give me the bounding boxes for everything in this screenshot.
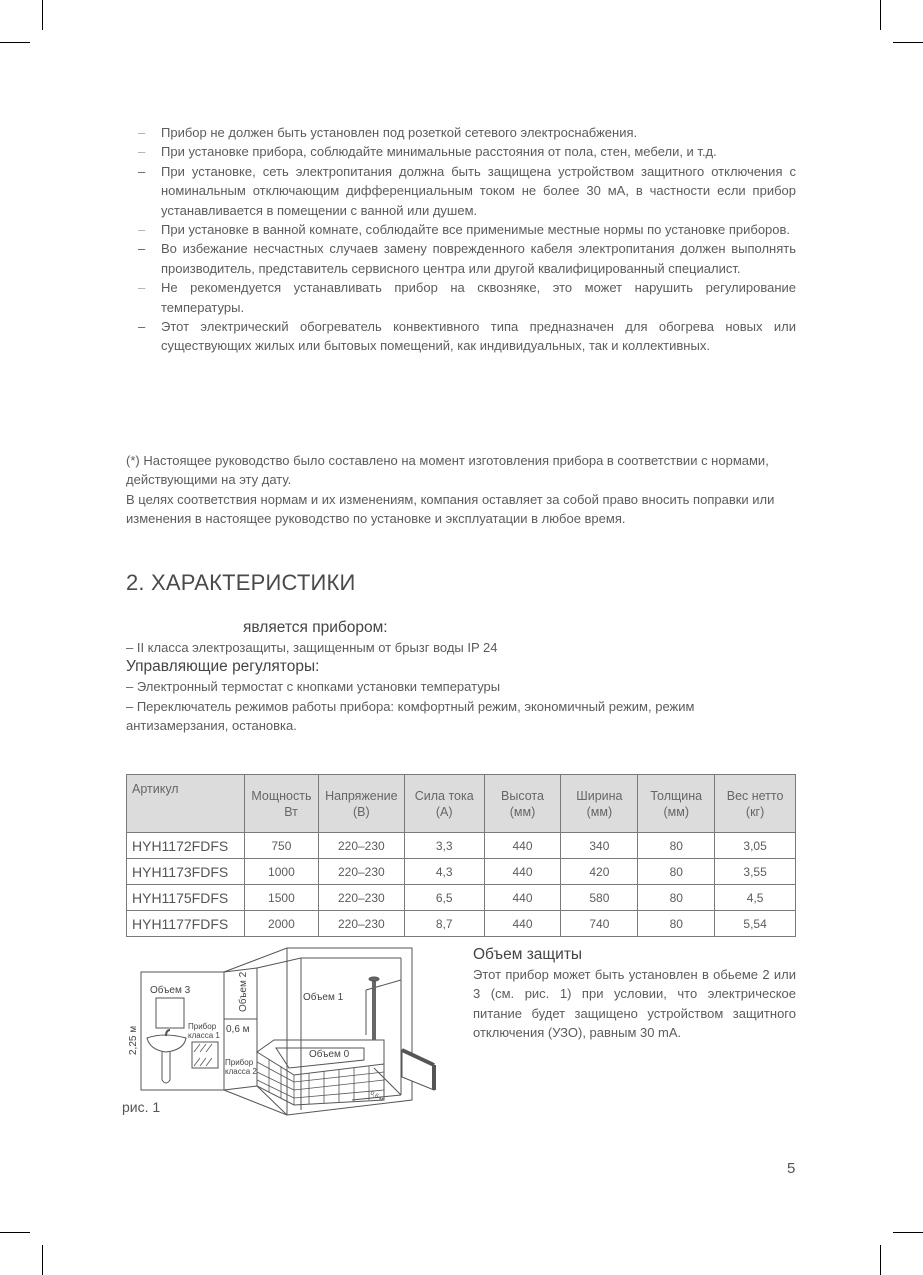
column-header: Сила тока (А) xyxy=(404,775,484,833)
table-cell: 440 xyxy=(484,859,561,885)
warning-text: Не рекомендуется устанавливать прибор на сквозняке, это может нарушить регулирование температуры. xyxy=(161,280,796,315)
label-device-class-1: класса 1 xyxy=(188,1031,220,1040)
warning-item xyxy=(126,142,796,161)
label-device-class-1: Прибор xyxy=(188,1022,217,1031)
column-header: Мощность Вт xyxy=(244,775,318,833)
table-cell: 440 xyxy=(484,833,561,859)
table-cell: 2000 xyxy=(244,911,318,937)
label-height: 2,25 м xyxy=(128,1025,139,1055)
figure-caption: рис. 1 xyxy=(122,1099,161,1115)
warning-item xyxy=(126,278,796,317)
device-heading: является прибором: xyxy=(243,619,388,636)
safety-warnings-list xyxy=(126,123,796,356)
bullet-dash: – xyxy=(138,125,146,140)
table-cell: 5,54 xyxy=(715,911,796,937)
floor-line xyxy=(374,1068,401,1095)
table-cell: 1500 xyxy=(244,885,318,911)
protection-volume-section xyxy=(473,945,796,1043)
article-cell: HYH1173FDFS xyxy=(127,859,245,885)
warning-text: При установке прибора, соблюдайте минимальные расстояния от пола, стен, мебели, и т.д. xyxy=(161,144,717,160)
crop-mark xyxy=(893,1232,923,1233)
table-cell: 220–230 xyxy=(318,859,404,885)
column-header: Артикул xyxy=(127,775,245,833)
table-cell: 580 xyxy=(561,885,638,911)
ceiling-line xyxy=(257,958,401,968)
label-device-class-2: Прибор xyxy=(225,1058,254,1067)
controls-line: – Электронный термостат с кнопками установки температуры xyxy=(126,679,501,695)
table-cell: 80 xyxy=(638,885,715,911)
table-cell: 4,5 xyxy=(715,885,796,911)
controls-line: – Переключатель режимов работы прибора: комфортный режим, экономичный режим, режим антизамерзания, остановка. xyxy=(126,698,695,734)
floor-line xyxy=(257,1086,287,1115)
crop-mark xyxy=(893,42,923,43)
label-distance: 0,6 м xyxy=(369,1090,385,1103)
warning-text: Этот электрический обогреватель конвективного типа предназначен для обогрева новых или существующих жилых или бытовых помещений, как индивидуальных, так и коллективных. xyxy=(161,319,796,354)
article-cell: HYH1172FDFS xyxy=(127,833,245,859)
bullet-dash: – xyxy=(138,280,146,296)
table-cell: 1000 xyxy=(244,859,318,885)
warning-text: Во избежание несчастных случаев замену поврежденного кабеля электропитания должен выполнять производитель, представитель сервисного центра или другой квалифицированный специалист. xyxy=(161,241,796,276)
table-cell: 440 xyxy=(484,911,561,937)
protection-title: Объем защиты xyxy=(473,946,583,963)
bullet-dash: – xyxy=(138,222,146,238)
device-class-line: – II класса электрозащиты, защищенным от брызг воды IP 24 xyxy=(126,640,498,655)
warning-item xyxy=(126,162,796,220)
note-paragraph: (*) Настоящее руководство было составлено на момент изготовления прибора в соответствии с нормами, действующими на эту дату. xyxy=(126,453,769,488)
table-cell: 3,3 xyxy=(404,833,484,859)
label-volume-2: Объем 2 xyxy=(238,971,249,1012)
mirror xyxy=(156,998,184,1028)
table-cell: 440 xyxy=(484,885,561,911)
table-cell: 8,7 xyxy=(404,911,484,937)
bullet-dash: – xyxy=(138,144,146,160)
hatching xyxy=(194,1044,212,1066)
label-device-class-2: класса 2 xyxy=(225,1067,257,1076)
controls-heading: Управляющие регуляторы: xyxy=(126,658,320,676)
warning-text: Прибор не должен быть установлен под розеткой сетевого электроснабжения. xyxy=(161,125,638,140)
table-header-row xyxy=(127,775,796,833)
column-header: Толщина (мм) xyxy=(638,775,715,833)
table-cell: 6,5 xyxy=(404,885,484,911)
table-row xyxy=(127,885,796,911)
bullet-dash: – xyxy=(138,163,146,179)
sink-pedestal xyxy=(162,1052,170,1083)
table-cell: 3,05 xyxy=(715,833,796,859)
warning-item xyxy=(126,239,796,278)
section-title: 2. ХАРАКТЕРИСТИКИ xyxy=(126,570,356,595)
bullet-dash: – xyxy=(138,241,146,257)
table-cell: 4,3 xyxy=(404,859,484,885)
table-cell: 220–230 xyxy=(318,885,404,911)
shower-head xyxy=(369,977,379,981)
table-row xyxy=(127,859,796,885)
table-cell: 750 xyxy=(244,833,318,859)
warning-text: При установке, сеть электропитания должна быть защищена устройством защитного отключения с номинальным отключающим дифференциальным током не более 30 мА, в частности если прибор устанавливается в помещении с ванной или душем. xyxy=(161,163,796,218)
table-cell: 220–230 xyxy=(318,911,404,937)
warning-text: При установке в ванной комнате, соблюдайте все применимые местные нормы по установке приборов. xyxy=(161,222,791,238)
label-distance: 0,6 м xyxy=(226,1024,250,1035)
column-header: Напряжение (В) xyxy=(318,775,404,833)
table-cell: 340 xyxy=(561,833,638,859)
column-header: Ширина (мм) xyxy=(561,775,638,833)
volume-1-top xyxy=(366,980,401,990)
label-volume-3: Объем 3 xyxy=(150,985,191,996)
table-cell: 220–230 xyxy=(318,833,404,859)
crop-mark xyxy=(0,1232,30,1233)
table-cell: 420 xyxy=(561,859,638,885)
crop-mark xyxy=(42,0,43,30)
warning-item xyxy=(126,220,796,239)
bathroom-diagram xyxy=(114,940,454,1125)
article-cell: HYH1177FDFS xyxy=(127,911,245,937)
manual-note xyxy=(126,451,796,529)
crop-mark xyxy=(880,0,881,30)
table-cell: 3,55 xyxy=(715,859,796,885)
crop-mark xyxy=(42,1245,43,1275)
label-volume-1: Объем 1 xyxy=(303,992,344,1003)
note-paragraph: В целях соответствия нормам и их изменениям, компания оставляет за собой право вносить поправки или изменения в настоящее руководство по установке и эксплуатации в любое время. xyxy=(126,491,775,527)
page-number: 5 xyxy=(787,1160,796,1177)
bathroom-zones-figure xyxy=(114,940,454,1125)
specs-table xyxy=(126,774,796,937)
table-cell: 80 xyxy=(638,911,715,937)
table-cell: 740 xyxy=(561,911,638,937)
article-cell: HYH1175FDFS xyxy=(127,885,245,911)
table-row xyxy=(127,833,796,859)
specifications xyxy=(126,618,796,736)
label-volume-0: Объем 0 xyxy=(309,1049,350,1060)
table-cell: 80 xyxy=(638,833,715,859)
bullet-dash: – xyxy=(138,319,146,335)
warning-item xyxy=(126,317,796,356)
sink xyxy=(147,1035,186,1052)
column-header: Вес нетто (кг) xyxy=(715,775,796,833)
column-header: Высота (мм) xyxy=(484,775,561,833)
protection-body: Этот прибор может быть установлен в обьеме 2 или 3 (см. рис. 1) при условии, что электрическое питание будет защищено устройством защитного отключения (УЗО), равным 30 mA. xyxy=(473,967,796,1041)
table-row xyxy=(127,911,796,937)
table-cell: 80 xyxy=(638,859,715,885)
crop-mark xyxy=(0,42,30,43)
warning-item xyxy=(126,123,796,142)
crop-mark xyxy=(880,1245,881,1275)
